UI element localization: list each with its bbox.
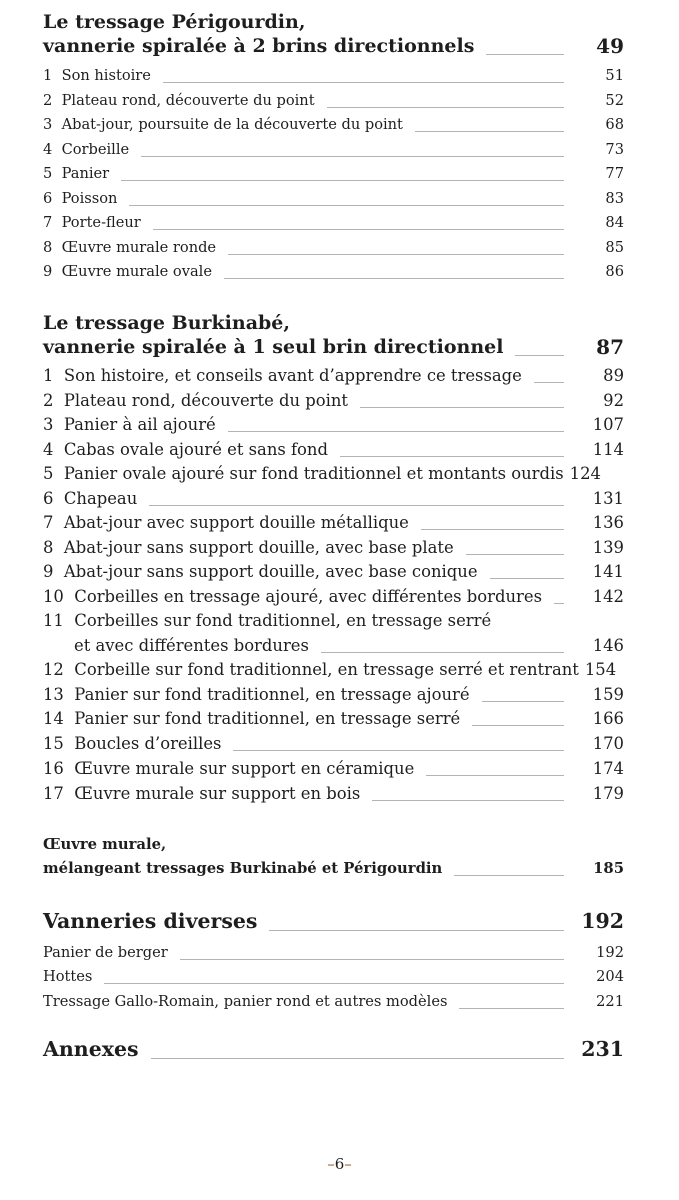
toc-entry[interactable] [43, 391, 624, 411]
entry-title: Œuvre murale ronde [61, 239, 217, 256]
leader-rule [180, 959, 564, 960]
section-vanneries-diverses-title: Vanneries diverses [43, 909, 258, 933]
entry-title: Panier à ail ajouré [63, 415, 216, 434]
section-perigourdin-page: 49 [596, 34, 624, 58]
section-oeuvre-murale-title-line1: Œuvre murale, [43, 836, 167, 853]
toc-entry[interactable] [43, 262, 624, 282]
entry-number: 15 [43, 734, 64, 753]
entry-number: 9 [43, 263, 53, 280]
page-number: 6 [334, 1155, 345, 1173]
toc-entry[interactable] [43, 513, 624, 533]
leader-rule [534, 382, 564, 383]
toc-entry[interactable] [43, 538, 624, 558]
entry-title: Abat-jour sans support douille, avec base plate [63, 538, 454, 557]
entry-page: 51 [605, 67, 624, 84]
entry-title: Panier sur fond traditionnel, en tressage serré [74, 709, 461, 728]
leader-rule [327, 107, 564, 108]
toc-entry[interactable] [43, 992, 624, 1012]
toc-entry[interactable] [43, 587, 624, 607]
entry-number: 7 [43, 513, 54, 532]
entry-title: Panier de berger [43, 944, 168, 961]
entry-number: 12 [43, 660, 64, 679]
entry-title: Œuvre murale sur support en céramique [74, 759, 415, 778]
footer-dash-left: – [327, 1155, 335, 1173]
entry-number: 8 [43, 538, 54, 557]
entry-title: Panier ovale ajouré sur fond traditionnel et montants ourdis [63, 464, 564, 483]
entry-number: 1 [43, 67, 53, 84]
toc-entry[interactable] [43, 91, 624, 111]
toc-entry[interactable] [43, 784, 624, 804]
section-annexes-title: Annexes [43, 1037, 139, 1061]
section-vanneries-diverses-page: 192 [581, 909, 624, 933]
entry-number: 6 [43, 489, 54, 508]
entry-page: 221 [596, 993, 624, 1010]
toc-entry[interactable] [43, 115, 624, 135]
entry-title: Son histoire, et conseils avant d’apprendre ce tressage [63, 366, 522, 385]
entry-page: 159 [592, 685, 624, 704]
entry-number: 2 [43, 391, 54, 410]
toc-entry[interactable] [43, 734, 624, 754]
toc-entry[interactable] [43, 685, 624, 705]
entry-number: 2 [43, 92, 53, 109]
leader-rule [340, 456, 564, 457]
entry-page: 86 [605, 263, 624, 280]
toc-entry-line1[interactable] [43, 611, 624, 631]
entry-page: 142 [592, 587, 624, 606]
entry-title: Corbeilles en tressage ajouré, avec différentes bordures [74, 587, 542, 606]
toc-entry[interactable] [43, 213, 624, 233]
entry-page: 52 [605, 92, 624, 109]
leader-rule [486, 54, 564, 55]
toc-entry[interactable] [43, 238, 624, 258]
section-burkinabe-heading[interactable] [43, 335, 624, 359]
entry-title: Œuvre murale sur support en bois [74, 784, 361, 803]
leader-rule [228, 431, 564, 432]
entry-page: 92 [603, 391, 624, 410]
footer-dash-right: – [344, 1155, 352, 1173]
section-annexes-heading[interactable] [43, 1036, 624, 1062]
toc-entry[interactable] [43, 464, 624, 484]
leader-rule [104, 983, 564, 984]
entry-title-continued: et avec différentes bordures [74, 636, 309, 655]
leader-rule [233, 750, 564, 751]
entry-title: Panier sur fond traditionnel, en tressage ajouré [74, 685, 470, 704]
entry-page: 179 [592, 784, 624, 803]
leader-rule [426, 775, 564, 776]
entry-title: Plateau rond, découverte du point [63, 391, 348, 410]
leader-rule [554, 603, 564, 604]
entry-number: 10 [43, 587, 64, 606]
leader-rule [515, 355, 564, 356]
leader-rule [269, 930, 564, 931]
toc-entry[interactable] [43, 562, 624, 582]
entry-title: Abat-jour sans support douille, avec base conique [63, 562, 478, 581]
entry-page: 131 [592, 489, 624, 508]
entry-number: 8 [43, 239, 53, 256]
toc-entry[interactable] [43, 709, 624, 729]
entry-title: Corbeille [61, 141, 130, 158]
toc-entry[interactable] [43, 140, 624, 160]
entry-number: 9 [43, 562, 54, 581]
entry-page: 85 [605, 239, 624, 256]
leader-rule [141, 156, 564, 157]
entry-title: Hottes [43, 968, 93, 985]
entry-page: 84 [605, 214, 624, 231]
entry-number: 17 [43, 784, 64, 803]
leader-rule [454, 875, 564, 876]
leader-rule [121, 180, 564, 181]
toc-entry[interactable] [43, 366, 624, 386]
section-burkinabe-title-line1: Le tressage Burkinabé, [43, 312, 291, 334]
entry-page: 114 [592, 440, 624, 459]
leader-rule [466, 554, 564, 555]
section-oeuvre-murale-heading[interactable] [43, 859, 624, 879]
entry-page: 136 [592, 513, 624, 532]
entry-page: 192 [596, 944, 624, 961]
leader-rule [415, 131, 564, 132]
leader-rule [163, 82, 564, 83]
entry-page: 166 [592, 709, 624, 728]
entry-title: Poisson [61, 190, 118, 207]
entry-page: 77 [605, 165, 624, 182]
entry-number: 4 [43, 440, 54, 459]
section-oeuvre-murale-page: 185 [593, 860, 624, 877]
section-perigourdin-title-line1: Le tressage Périgourdin, [43, 11, 306, 33]
leader-rule [360, 407, 564, 408]
entry-number: 3 [43, 116, 53, 133]
entry-page: 73 [605, 141, 624, 158]
entry-title: Son histoire [61, 67, 151, 84]
toc-entry[interactable] [43, 189, 624, 209]
section-burkinabe-title-line2: vannerie spiralée à 1 seul brin directionnel [43, 336, 504, 358]
leader-rule [228, 254, 564, 255]
leader-rule [153, 229, 564, 230]
entry-number: 4 [43, 141, 53, 158]
leader-rule [421, 529, 564, 530]
leader-rule [482, 701, 564, 702]
entry-number: 1 [43, 366, 54, 385]
leader-rule [490, 578, 564, 579]
leader-rule [321, 652, 564, 653]
toc-entry[interactable] [43, 489, 624, 509]
leader-rule [472, 725, 564, 726]
toc-entry[interactable] [43, 440, 624, 460]
section-vanneries-diverses-heading[interactable] [43, 908, 624, 934]
entry-number: 7 [43, 214, 53, 231]
entry-title: Chapeau [63, 489, 138, 508]
entry-number: 5 [43, 165, 53, 182]
entry-page: 139 [592, 538, 624, 557]
entry-page: 124 [569, 464, 601, 483]
entry-page: 154 [584, 660, 617, 679]
entry-page: 107 [592, 415, 624, 434]
toc-entry[interactable] [43, 66, 624, 86]
entry-title: Abat-jour, poursuite de la découverte du point [61, 116, 403, 133]
toc-entry[interactable] [43, 415, 624, 435]
toc-entry[interactable] [43, 660, 624, 680]
entry-number: 13 [43, 685, 64, 704]
leader-rule [372, 800, 564, 801]
section-oeuvre-murale-title-line2: mélangeant tressages Burkinabé et Périgourdin [43, 860, 443, 877]
leader-rule [151, 1058, 564, 1059]
entry-number: 14 [43, 709, 64, 728]
entry-title: Corbeille sur fond traditionnel, en tressage serré et rentrant [74, 660, 579, 679]
section-burkinabe-page: 87 [596, 335, 624, 359]
entry-title: Corbeilles sur fond traditionnel, en tressage serré [74, 611, 492, 630]
toc-entry[interactable] [43, 967, 624, 987]
toc-entry[interactable] [43, 943, 624, 963]
entry-title: Panier [61, 165, 110, 182]
leader-rule [129, 205, 564, 206]
entry-title: Abat-jour avec support douille métallique [63, 513, 409, 532]
entry-title: Boucles d’oreilles [74, 734, 222, 753]
toc-entry[interactable] [43, 164, 624, 184]
entry-page: 170 [592, 734, 624, 753]
entry-number: 5 [43, 464, 54, 483]
entry-page: 146 [592, 636, 624, 655]
entry-page: 141 [592, 562, 624, 581]
entry-title: Tressage Gallo-Romain, panier rond et autres modèles [43, 993, 448, 1010]
entry-title: Porte-fleur [61, 214, 141, 231]
page-number-footer [0, 1155, 679, 1173]
entry-number: 11 [43, 611, 64, 630]
section-annexes-page: 231 [581, 1037, 624, 1061]
entry-page: 68 [605, 116, 624, 133]
entry-title: Œuvre murale ovale [61, 263, 212, 280]
entry-page: 89 [603, 366, 624, 385]
entry-page: 83 [605, 190, 624, 207]
toc-entry[interactable] [43, 759, 624, 779]
leader-rule [224, 278, 564, 279]
leader-rule [459, 1008, 564, 1009]
entry-title: Cabas ovale ajouré et sans fond [63, 440, 328, 459]
leader-rule [149, 505, 564, 506]
toc-entry-line2[interactable] [74, 636, 624, 656]
entry-title: Plateau rond, découverte du point [61, 92, 315, 109]
entry-page: 204 [596, 968, 624, 985]
entry-number: 3 [43, 415, 54, 434]
entry-number: 16 [43, 759, 64, 778]
entry-page: 174 [592, 759, 624, 778]
entry-number: 6 [43, 190, 53, 207]
section-perigourdin-title-line2: vannerie spiralée à 2 brins directionnels [43, 35, 475, 57]
section-perigourdin-heading[interactable] [43, 34, 624, 58]
